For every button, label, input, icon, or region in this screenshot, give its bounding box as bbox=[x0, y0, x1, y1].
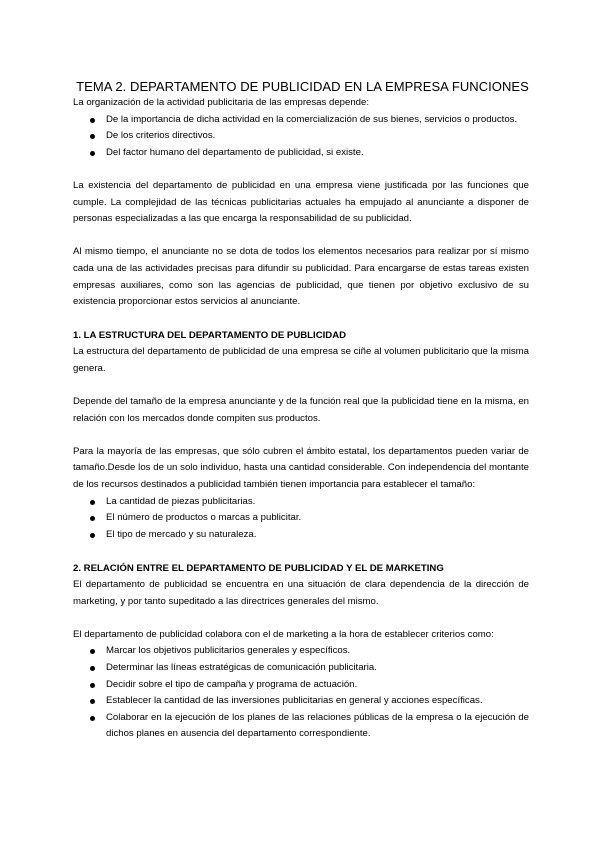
spacer bbox=[73, 378, 529, 395]
list-item: El tipo de mercado y su naturaleza. bbox=[73, 527, 529, 544]
list-item: Del factor humano del departamento de publicidad, si existe. bbox=[73, 145, 529, 162]
paragraph: El departamento de publicidad colabora con el de marketing a la hora de establecer criterios como: bbox=[73, 628, 494, 640]
spacer bbox=[73, 311, 529, 328]
paragraph: Depende del tamaño de la empresa anunciante y de la función real que la publicidad tiene en la misma, en relación con los mercados donde compiten sus productos. bbox=[73, 396, 529, 424]
list-item: De la importancia de dicha actividad en la comercialización de sus bienes, servicios o productos. bbox=[73, 112, 529, 129]
spacer bbox=[73, 427, 529, 444]
intro-lead: La organización de la actividad publicitaria de las empresas depende: bbox=[73, 97, 369, 108]
list-item: De los criterios directivos. bbox=[73, 128, 529, 145]
intro-list bbox=[73, 112, 529, 162]
list-item: Marcar los objetivos publicitarios generales y específicos. bbox=[73, 643, 529, 660]
spacer bbox=[73, 161, 529, 178]
paragraph: El departamento de publicidad se encuentra en una situación de clara dependencia de la dirección de marketing, y por tanto supeditado a las directrices generales del mismo. bbox=[73, 579, 529, 607]
spacer bbox=[73, 228, 529, 245]
list-item: Decidir sobre el tipo de campaña y programa de actuación. bbox=[73, 677, 529, 694]
list-item: Establecer la cantidad de las inversiones publicitarias en general y acciones específicas. bbox=[73, 693, 529, 710]
paragraph: Al mismo tiempo, el anunciante no se dota de todos los elementos necesarios para realizar por sí mismo cada una de las actividades precisas para difundir su publicidad. Para encargarse de estas tareas existen empresas auxiliares, como son las agencias de publicidad, que tienen por objetivo exclusivo de su existencia proporcionar estos servicios al anunciante. bbox=[73, 246, 529, 308]
paragraph: La estructura del departamento de publicidad de una empresa se ciñe al volumen publicitario que la misma genera. bbox=[73, 346, 529, 374]
page-title: TEMA 2. DEPARTAMENTO DE PUBLICIDAD EN LA EMPRESA FUNCIONES bbox=[76, 79, 529, 94]
list-item: El número de productos o marcas a publicitar. bbox=[73, 510, 529, 527]
spacer bbox=[73, 543, 529, 560]
section-heading: 2. RELACIÓN ENTRE EL DEPARTAMENTO DE PUBLICIDAD Y EL DE MARKETING bbox=[73, 563, 444, 575]
list-item: Colaborar en la ejecución de los planes de las relaciones públicas de la empresa o la ejecución de dichos planes en ausencia del departamento correspondiente. bbox=[73, 710, 529, 743]
size-factors-list bbox=[73, 494, 529, 544]
criteria-list bbox=[73, 643, 529, 743]
section-heading: 1. LA ESTRUCTURA DEL DEPARTAMENTO DE PUBLICIDAD bbox=[73, 330, 347, 342]
paragraph: La existencia del departamento de publicidad en una empresa viene justificada por las funciones que cumple. La complejidad de las técnicas publicitarias actuales ha empujado al anunciante a disponer de personas especializadas a las que encarga la responsabilidad de su publicidad. bbox=[73, 179, 529, 225]
spacer bbox=[73, 610, 529, 627]
paragraph: Para la mayoría de las empresas, que sólo cubren el ámbito estatal, los departamentos pueden variar de tamaño.Desde los de un solo individuo, hasta una cantidad considerable. Con independencia del montante de los recursos destinados a publicidad también tienen importancia para establecer el tamaño: bbox=[73, 445, 529, 491]
document-page bbox=[73, 78, 529, 743]
list-item: Determinar las líneas estratégicas de comunicación publicitaria. bbox=[73, 660, 529, 677]
list-item: La cantidad de piezas publicitarias. bbox=[73, 494, 529, 511]
